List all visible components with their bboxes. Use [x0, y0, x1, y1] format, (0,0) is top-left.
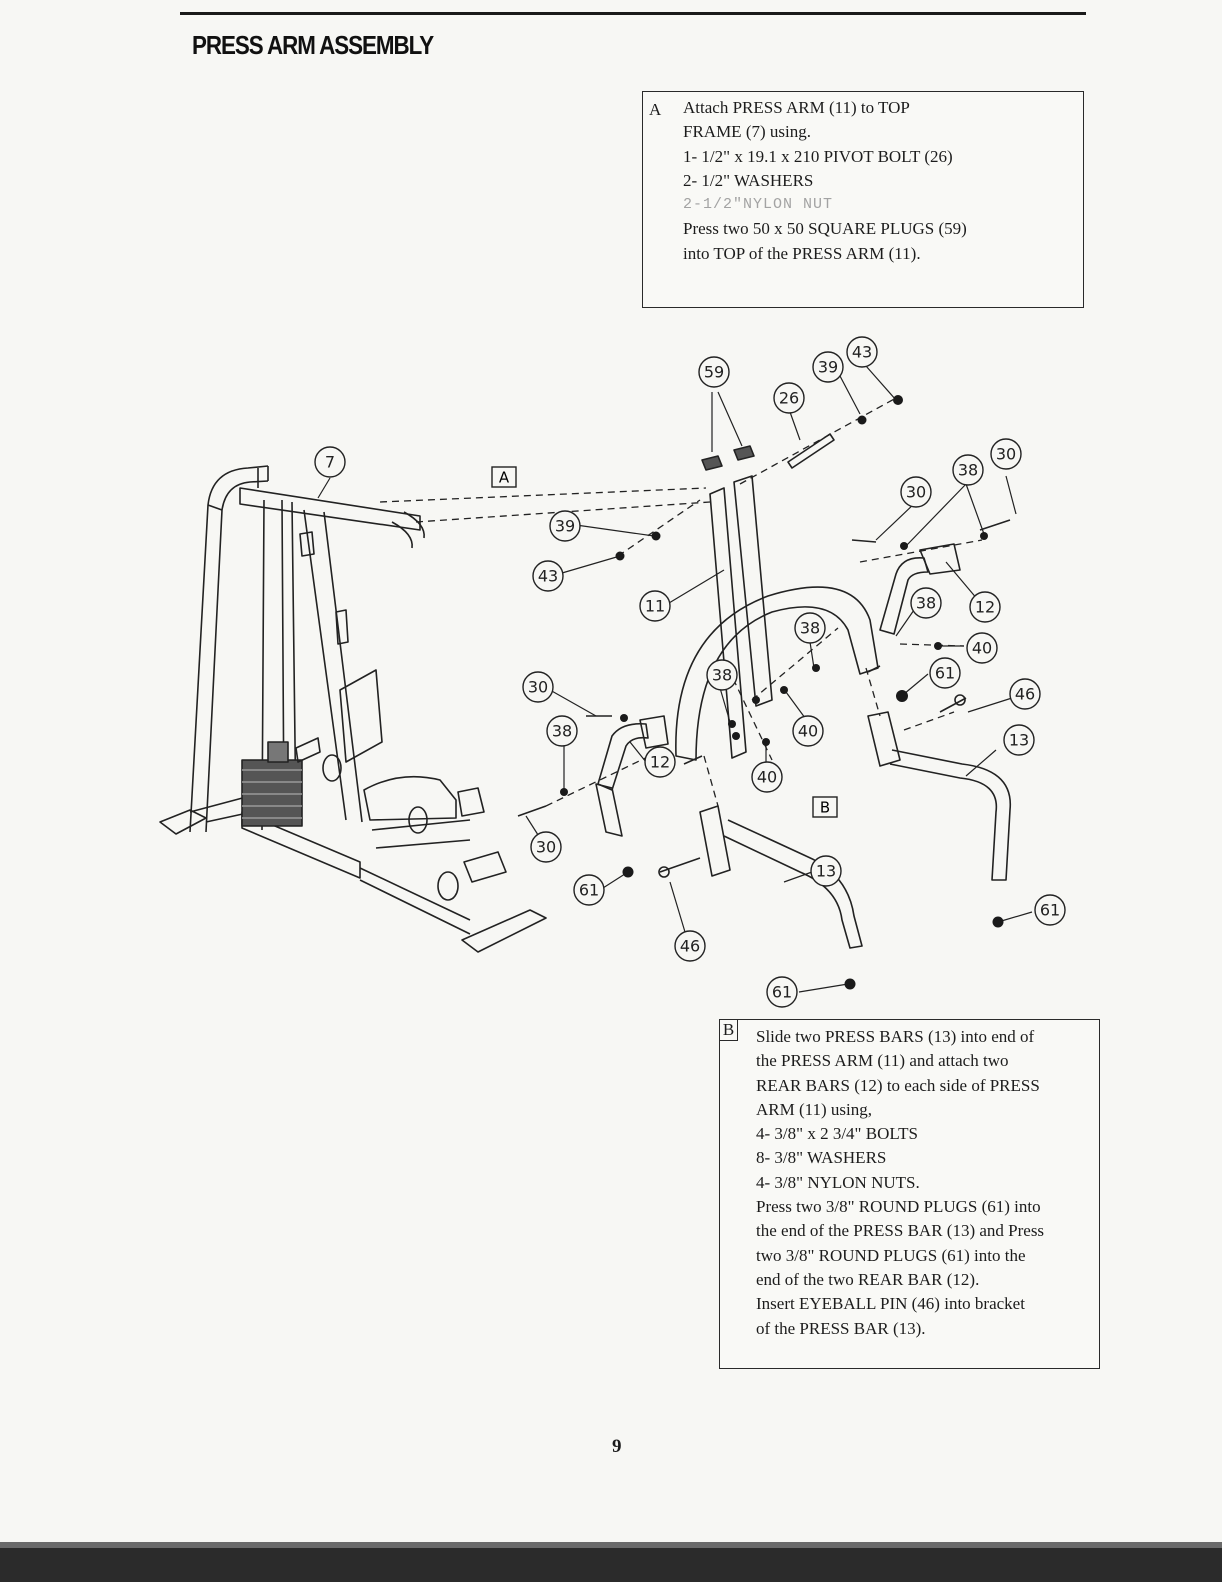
step-b-line: Slide two PRESS BARS (13) into end of: [756, 1027, 1035, 1046]
part-callout-label: 40: [756, 767, 778, 787]
step-b-line: 8- 3/8" WASHERS: [756, 1148, 887, 1168]
part-callout-61: [930, 658, 960, 688]
step-a-line: FRAME (7) using.: [683, 122, 811, 142]
part-callout-13: [811, 856, 841, 886]
page-number: 9: [612, 1436, 622, 1457]
part-callout-label: 38: [915, 593, 937, 613]
part-callout-label: 43: [537, 566, 559, 586]
plug-and-nut-marks: [560, 395, 1004, 990]
part-callout-38: [911, 588, 941, 618]
part-callout-12: [645, 747, 675, 777]
press-bar-drawings: [700, 712, 1010, 948]
part-callout-38: [953, 455, 983, 485]
part-callout-11: [640, 591, 670, 621]
part-callout-30: [531, 832, 561, 862]
part-callout-46: [675, 931, 705, 961]
part-callout-label: 30: [527, 677, 549, 697]
part-callout-label: 11: [644, 596, 666, 616]
part-callout-30: [901, 477, 931, 507]
part-callout-label: 30: [535, 837, 557, 857]
part-callout-label: 61: [578, 880, 600, 900]
part-callout-7: [315, 447, 345, 477]
part-callout-label: 26: [778, 388, 800, 408]
step-b-line: Insert EYEBALL PIN (46) into bracket: [756, 1294, 1025, 1314]
part-callout-label: 13: [1008, 730, 1030, 750]
part-callout-46: [1010, 679, 1040, 709]
part-callout-26: [774, 383, 804, 413]
part-callout-label: 40: [971, 638, 993, 658]
part-callout-label: 61: [1039, 900, 1061, 920]
bottom-edge-shadow: [0, 1548, 1222, 1582]
step-a-line: 1- 1/2" x 19.1 x 210 PIVOT BOLT (26): [683, 146, 953, 166]
part-callouts: [315, 337, 1065, 1007]
step-a-line: Attach PRESS ARM (11) to TOP: [683, 98, 910, 117]
part-callout-label: 30: [905, 482, 927, 502]
part-callout-38: [547, 716, 577, 746]
step-b-line: end of the two REAR BAR (12).: [756, 1269, 980, 1289]
part-callout-59: [699, 357, 729, 387]
part-callout-label: 46: [1014, 684, 1036, 704]
part-callout-61: [767, 977, 797, 1007]
part-callout-label: 13: [815, 861, 837, 881]
diagram-step-tag-b: [813, 797, 837, 817]
part-callout-label: 61: [934, 663, 956, 683]
step-b-line: 4- 3/8" x 2 3/4" BOLTS: [756, 1124, 919, 1144]
dashed-assembly-lines: [380, 398, 982, 806]
step-b-line: two 3/8" ROUND PLUGS (61) into the: [756, 1245, 1026, 1265]
part-callout-label: 38: [711, 665, 733, 685]
part-callout-12: [970, 592, 1000, 622]
part-callout-label: 39: [817, 357, 839, 377]
part-callout-label: 38: [551, 721, 573, 741]
press-arm-drawing: [676, 476, 880, 764]
step-a-line: into TOP of the PRESS ARM (11).: [683, 243, 921, 263]
part-callout-label: 12: [974, 597, 996, 617]
part-callout-43: [847, 337, 877, 367]
part-callout-label: 61: [771, 982, 793, 1002]
part-callout-13: [1004, 725, 1034, 755]
diagram-step-tag-a: [492, 467, 516, 487]
part-callout-label: 38: [957, 460, 979, 480]
step-b-line: 4- 3/8" NYLON NUTS.: [756, 1172, 920, 1192]
svg-text:B: B: [819, 798, 831, 817]
part-callout-61: [1035, 895, 1065, 925]
step-b-letter: B: [720, 1020, 738, 1041]
part-callout-label: 46: [679, 936, 701, 956]
part-callout-label: 39: [554, 516, 576, 536]
page-title: PRESS ARM ASSEMBLY: [192, 30, 434, 60]
rear-bar-drawings: [596, 544, 960, 836]
part-callout-label: 12: [649, 752, 671, 772]
step-a-line: 2-1/2"NYLON NUT: [683, 196, 834, 214]
part-callout-label: 43: [851, 342, 873, 362]
part-callout-40: [967, 633, 997, 663]
part-callout-label: 40: [797, 721, 819, 741]
step-b-line: the end of the PRESS BAR (13) and Press: [756, 1221, 1045, 1241]
step-b-line: of the PRESS BAR (13).: [756, 1318, 926, 1338]
part-callout-40: [793, 716, 823, 746]
step-a-line: Press two 50 x 50 SQUARE PLUGS (59): [683, 219, 967, 239]
part-callout-label: 30: [995, 444, 1017, 464]
part-callout-label: 7: [324, 452, 336, 472]
part-callout-61: [574, 875, 604, 905]
svg-text:A: A: [498, 468, 510, 487]
part-callout-38: [707, 660, 737, 690]
hardware-drawings: [518, 434, 1010, 877]
part-callout-39: [550, 511, 580, 541]
part-callout-38: [795, 613, 825, 643]
part-callout-30: [991, 439, 1021, 469]
step-b-line: the PRESS ARM (11) and attach two: [756, 1051, 1009, 1071]
step-b-line: REAR BARS (12) to each side of PRESS: [756, 1075, 1040, 1095]
step-a-line: 2- 1/2" WASHERS: [683, 170, 814, 190]
part-callout-label: 38: [799, 618, 821, 638]
step-b-line: ARM (11) using,: [756, 1099, 873, 1119]
part-callout-label: 59: [703, 362, 725, 382]
part-callout-39: [813, 352, 843, 382]
part-callout-43: [533, 561, 563, 591]
part-callout-40: [752, 762, 782, 792]
step-b-line: Press two 3/8" ROUND PLUGS (61) into: [756, 1197, 1041, 1217]
part-callout-30: [523, 672, 553, 702]
step-a-letter: A: [649, 100, 662, 119]
